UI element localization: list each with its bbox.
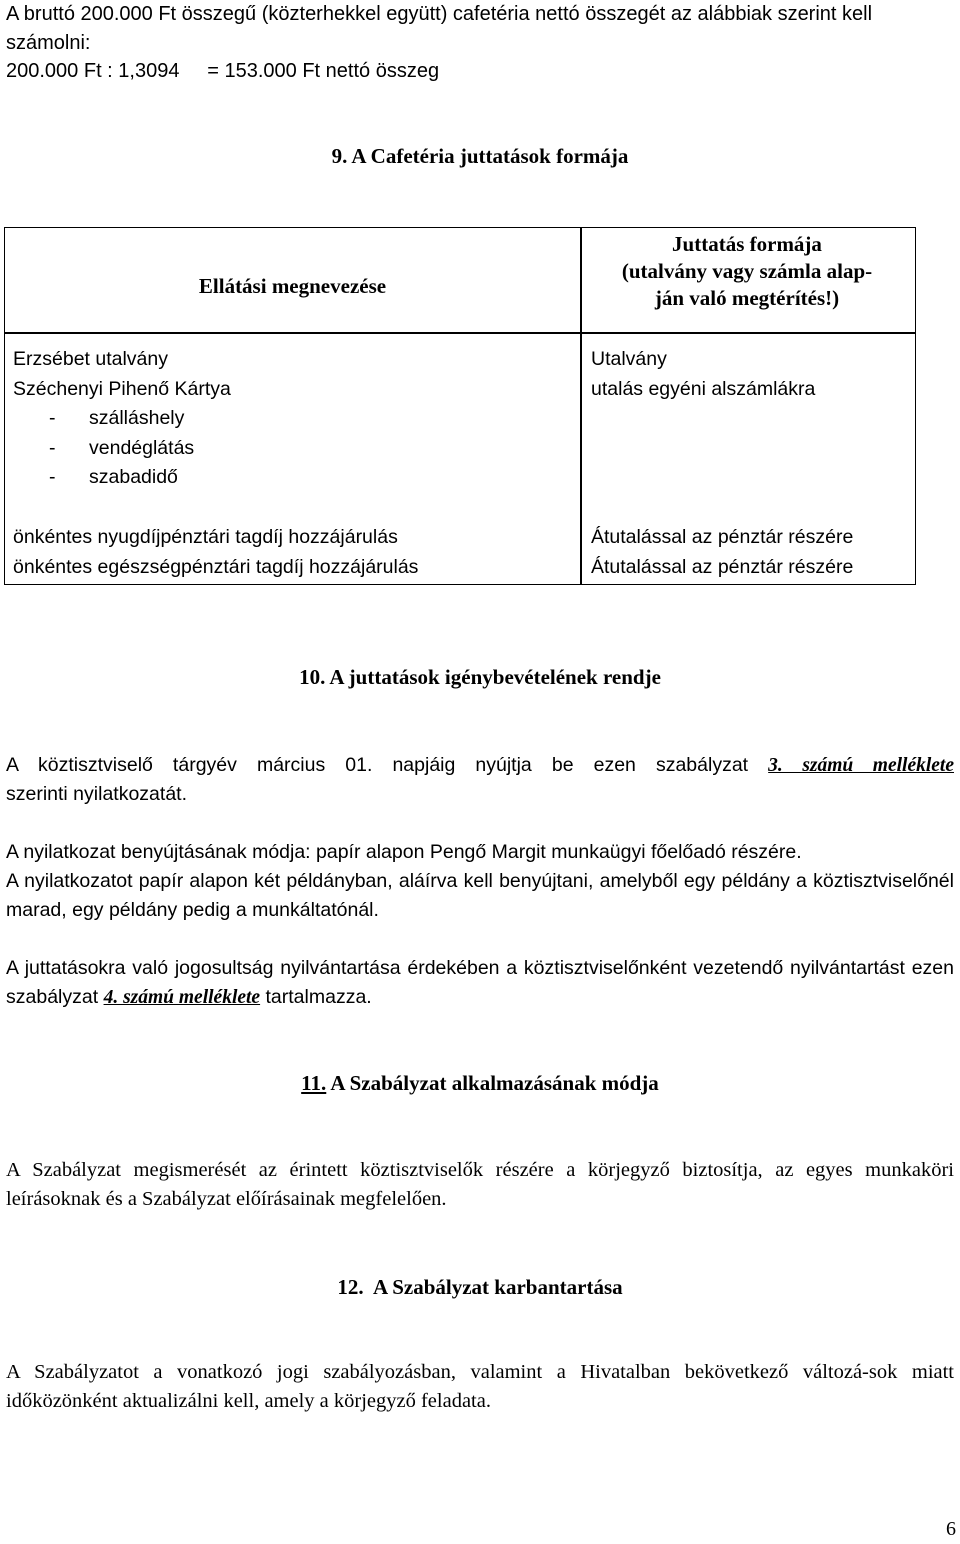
table-right-group [591,345,815,404]
p1-text-cont: szerinti nyilatkozatát. [6,783,187,805]
p1-text: A köztisztviselő tárgyév március 01. napjáig nyújtja be ezen szabályzat [6,754,769,776]
section-11-paragraph: A Szabályzat megismerését az érintett köztisztviselők részére a körjegyző biztosítja, az egyes munkaköri leírásoknak és a Szabályzat előírásainak megfelelően. [6,1159,954,1210]
section-10-paragraph-2: A nyilatkozat benyújtásának módja: papír alapon Pengő Margit munkaügyi főelőadó részére. [6,841,802,863]
table-bottom-left-item: önkéntes nyugdíjpénztári tagdíj hozzájárulás [13,526,398,548]
section-10-heading: 10. A juttatások igénybevételének rendje [299,665,661,689]
table-sub-item: - vendéglátás [49,436,195,459]
table-header-divider [5,332,915,334]
page-number: 6 [946,1518,956,1540]
table-bottom-right-item: Átutalással az pénztár részére [591,526,854,548]
section-12-heading: 12. A Szabályzat karbantartása [337,1275,623,1299]
section-11-heading [6,1069,954,1098]
table-sub-item-label: vendéglátás [89,436,195,459]
annex-3-link[interactable]: 3. számú melléklete [768,755,954,776]
cafeteria-table [4,227,916,585]
section-10-paragraph-1 [6,751,954,809]
section-10-paragraph-4 [6,954,954,1012]
section-11-number: 11. [301,1071,327,1095]
p4-text: A juttatásokra való jogosultság nyilvántartása érdekében a köztisztviselőnként vezetendő nyilvántartást ezen szabályzat [6,957,954,1008]
intro-line-2: 200.000 Ft : 1,3094 = 153.000 Ft nettó összeg [6,60,440,82]
table-left-group [13,345,231,493]
table-bottom-right [591,523,853,582]
table-sub-item: - szálláshely [49,407,185,429]
p4-text-end: tartalmazza. [260,986,372,1008]
table-sub-item-label: szabadidő [89,466,178,488]
table-header-col2 [582,231,912,312]
table-sub-item-label: szálláshely [89,407,185,429]
table-left-item: Széchenyi Pihenő Kártya [13,377,231,400]
section-12-paragraph: A Szabályzatot a vonatkozó jogi szabályozásban, valamint a Hivatalban bekövetkező változá-sok miatt időközönként aktualizálni kell, amely a körjegyző feladata. [6,1361,954,1412]
intro-line-1: A bruttó 200.000 Ft összegű (közterhekkel együtt) cafetéria nettó összegét az alábbiak szerint kell számolni: [6,3,873,54]
table-header-col2-line: ján való megtérítés!) [654,286,840,310]
table-sub-item: - szabadidő [49,466,178,488]
section-9-heading: 9. A Cafetéria juttatások formája [331,144,629,168]
table-left-item: Erzsébet utalvány [13,348,169,370]
table-bottom-right-item: Átutalással az pénztár részére [591,555,854,578]
section-10-paragraph-3: A nyilatkozatot papír alapon két példányban, aláírva kell benyújtani, amelyből egy példány a köztisztviselőnél marad, egy példány pedig a munkáltatónál. [6,870,954,921]
table-bottom-left [13,523,418,582]
table-header-col1: Ellátási megnevezése [198,274,387,298]
annex-4-link[interactable]: 4. számú melléklete [103,987,261,1008]
table-right-item: utalás egyéni alszámlákra [591,377,816,400]
table-bottom-left-item: önkéntes egészségpénztári tagdíj hozzájárulás [13,555,419,578]
section-11-title: A Szabályzat alkalmazásának módja [326,1071,659,1095]
table-right-item: Utalvány [591,348,667,370]
table-header-col2-line: (utalvány vagy számla alap- [621,259,873,283]
table-header-col2-line: Juttatás formája [672,232,822,256]
